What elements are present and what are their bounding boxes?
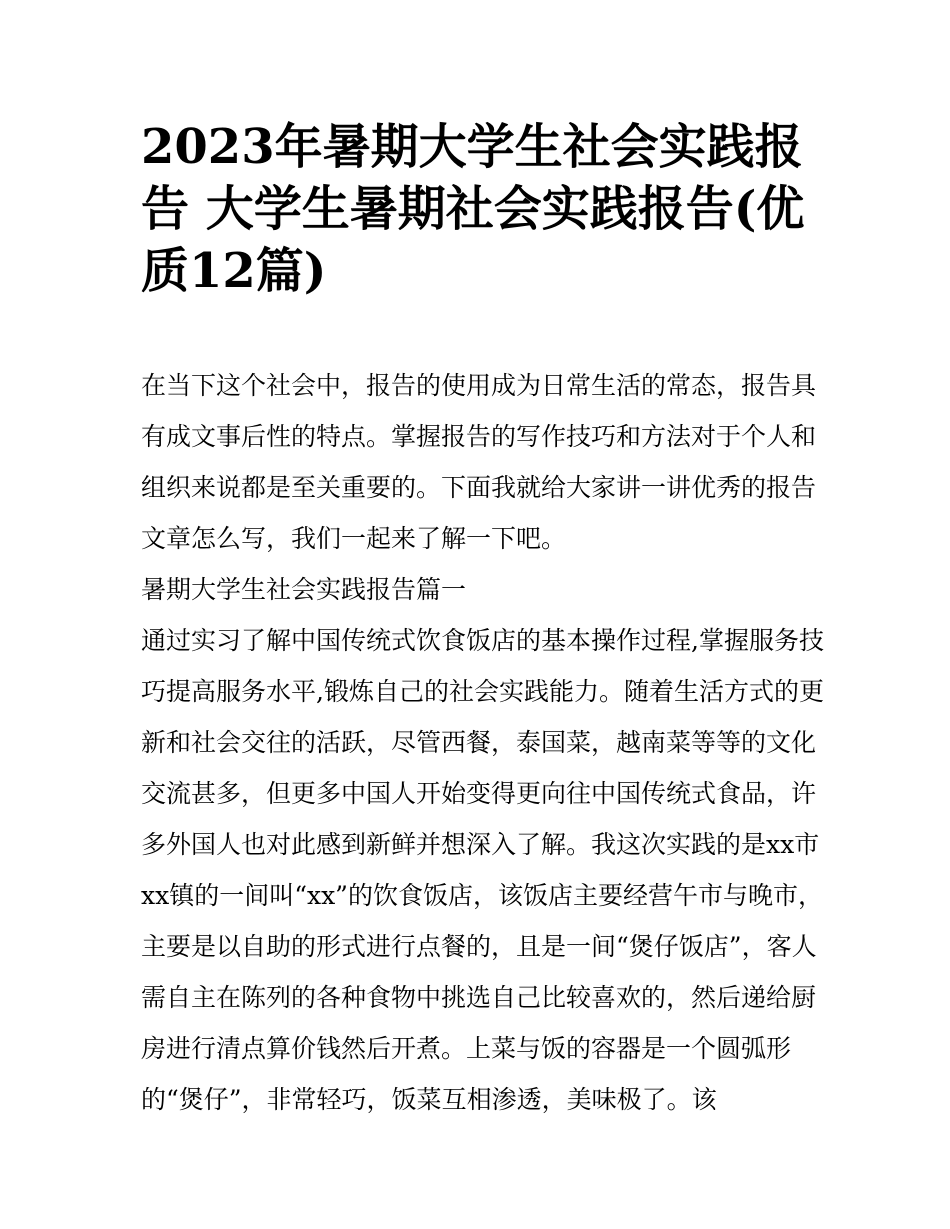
intro-paragraph: 在当下这个社会中，报告的使用成为日常生活的常态，报告具有成文事后性的特点。掌握报告的写作技巧和方法对于个人和组织来说都是至关重要的。下面我就给大家讲一讲优秀的报告文章怎么写，我们一起来了解一下吧。 (141, 371, 817, 553)
document-title: 2023年暑期大学生社会实践报告 大学生暑期社会实践报告(优质12篇) (141, 119, 805, 299)
section-paragraph: 通过实习了解中国传统式饮食饭店的基本操作过程,掌握服务技巧提高服务水平,锻炼自己的社会实践能力。随着生活方式的更新和社会交往的活跃，尽管西餐，泰国菜，越南菜等等的文化交流甚多，但更多中国人开始变得更向往中国传统式食品，许多外国人也对此感到新鲜并想深入了解。我这次实践的是xx市xx镇的一间叫“xx”的饮食饭店，该饭店主要经营午市与晚市，主要是以自助的形式进行点餐的，且是一间“煲仔饭店”，客人需自主在陈列的各种食物中挑选自己比较喜欢的，然后递给厨房进行清点算价钱然后开煮。上菜与饭的容器是一个圆弧形的“煲仔”，非常轻巧，饭菜互相渗透，美味极了。该 (141, 626, 824, 1114)
section-heading: 暑期大学生社会实践报告篇一 (141, 575, 467, 604)
document-body (141, 360, 831, 1125)
